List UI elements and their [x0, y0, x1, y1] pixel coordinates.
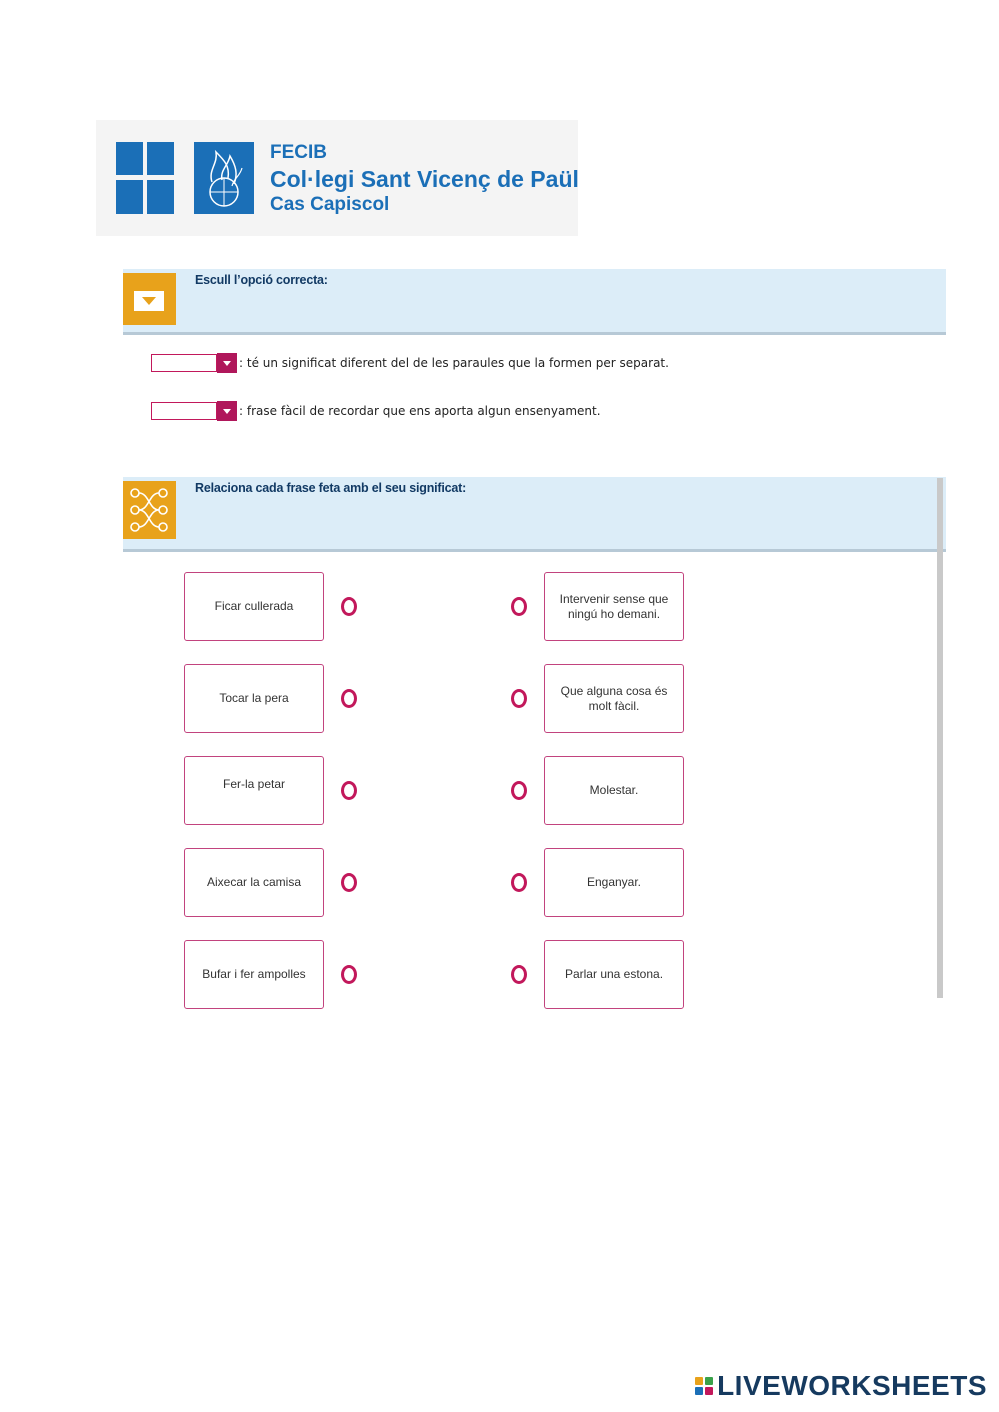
dropdown-arrow-icon	[123, 273, 176, 325]
match-right-item[interactable]: Enganyar.	[544, 848, 684, 917]
connector-dot[interactable]	[511, 873, 527, 892]
section-title: Relaciona cada frase feta amb el seu significat:	[195, 481, 467, 495]
section-title: Escull l’opció correcta:	[195, 273, 328, 287]
connector-dot[interactable]	[341, 965, 357, 984]
school-logo	[96, 120, 578, 236]
flame-globe-icon	[194, 142, 254, 214]
logo-title: FECIB	[270, 142, 327, 163]
match-left-item[interactable]: Fer-la petar	[184, 756, 324, 825]
dropdown-question	[151, 353, 669, 373]
logo-square	[147, 180, 174, 214]
connector-dot[interactable]	[511, 781, 527, 800]
brand-mark-icon	[695, 1377, 713, 1395]
connector-dot[interactable]	[511, 597, 527, 616]
logo-school-name: Col·legi Sant Vicenç de Paül	[270, 166, 579, 192]
connector-dot[interactable]	[341, 689, 357, 708]
dropdown-question	[151, 401, 601, 421]
match-left-item[interactable]: Tocar la pera	[184, 664, 324, 733]
match-right-item[interactable]: Molestar.	[544, 756, 684, 825]
brand-name: LIVEWORKSHEETS	[717, 1370, 987, 1401]
logo-subtitle: Cas Capiscol	[270, 194, 390, 215]
answer-dropdown[interactable]	[151, 402, 217, 420]
section-header	[123, 269, 946, 335]
match-left-item[interactable]: Ficar cullerada	[184, 572, 324, 641]
connect-nodes-icon	[123, 481, 176, 539]
liveworksheets-logo	[695, 1370, 987, 1402]
logo-square	[116, 180, 143, 214]
scrollbar[interactable]	[937, 478, 943, 998]
connector-dot[interactable]	[511, 965, 527, 984]
logo-square	[147, 142, 174, 175]
connector-dot[interactable]	[511, 689, 527, 708]
section-header	[123, 477, 946, 552]
chevron-down-icon[interactable]	[217, 353, 237, 373]
chevron-down-icon[interactable]	[217, 401, 237, 421]
connector-dot[interactable]	[341, 781, 357, 800]
match-left-item[interactable]: Aixecar la camisa	[184, 848, 324, 917]
question-text: : frase fàcil de recordar que ens aporta algun ensenyament.	[239, 404, 601, 418]
match-right-item[interactable]: Intervenir sense que ningú ho demani.	[544, 572, 684, 641]
match-left-item[interactable]: Bufar i fer ampolles	[184, 940, 324, 1009]
answer-dropdown[interactable]	[151, 354, 217, 372]
connector-dot[interactable]	[341, 873, 357, 892]
connector-dot[interactable]	[341, 597, 357, 616]
match-right-item[interactable]: Parlar una estona.	[544, 940, 684, 1009]
logo-square	[116, 142, 143, 175]
question-text: : té un significat diferent del de les paraules que la formen per separat.	[239, 356, 669, 370]
match-right-item[interactable]: Que alguna cosa és molt fàcil.	[544, 664, 684, 733]
